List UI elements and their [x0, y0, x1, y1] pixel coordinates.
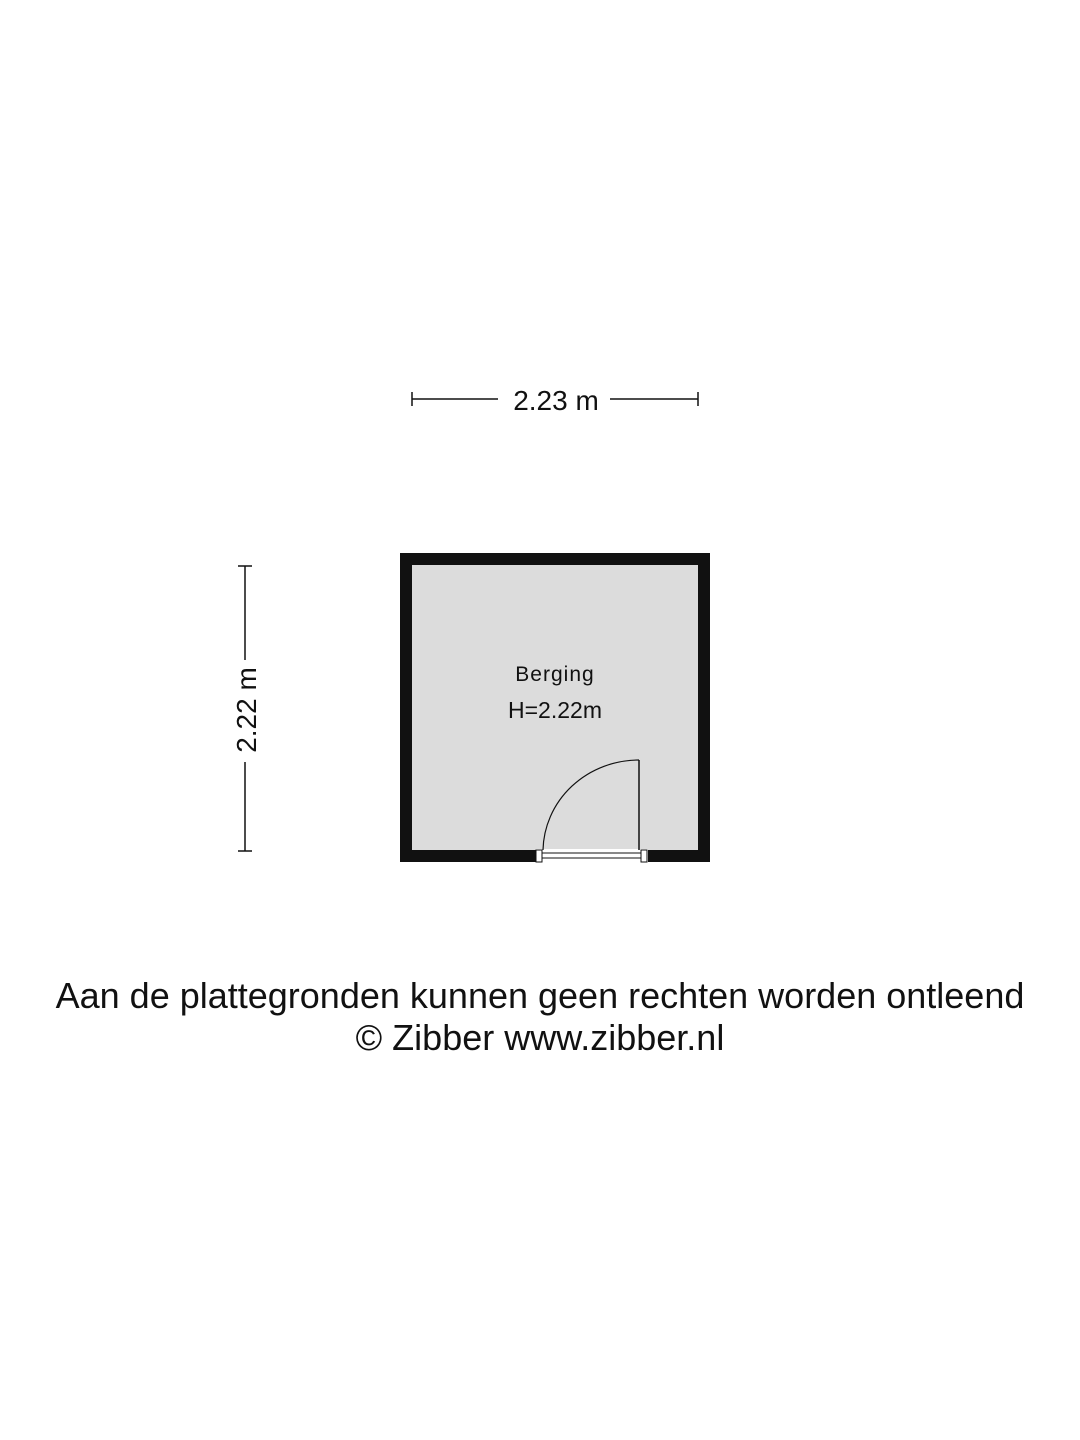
depth-dimension [231, 566, 262, 851]
width-dimension-label: 2.23 m [513, 385, 599, 416]
door-opening [536, 849, 648, 863]
room-name-label: Berging [515, 663, 595, 686]
room-height-label: H=2.22m [508, 697, 602, 723]
width-dimension [412, 385, 698, 416]
door-frame-left [536, 850, 542, 862]
door-frame-right [641, 850, 647, 862]
room-berging [406, 559, 704, 863]
depth-dimension-label: 2.22 m [231, 667, 262, 753]
copyright-text: © Zibber www.zibber.nl [355, 1017, 725, 1058]
disclaimer-text: Aan de plattegronden kunnen geen rechten worden ontleend [55, 975, 1025, 1016]
